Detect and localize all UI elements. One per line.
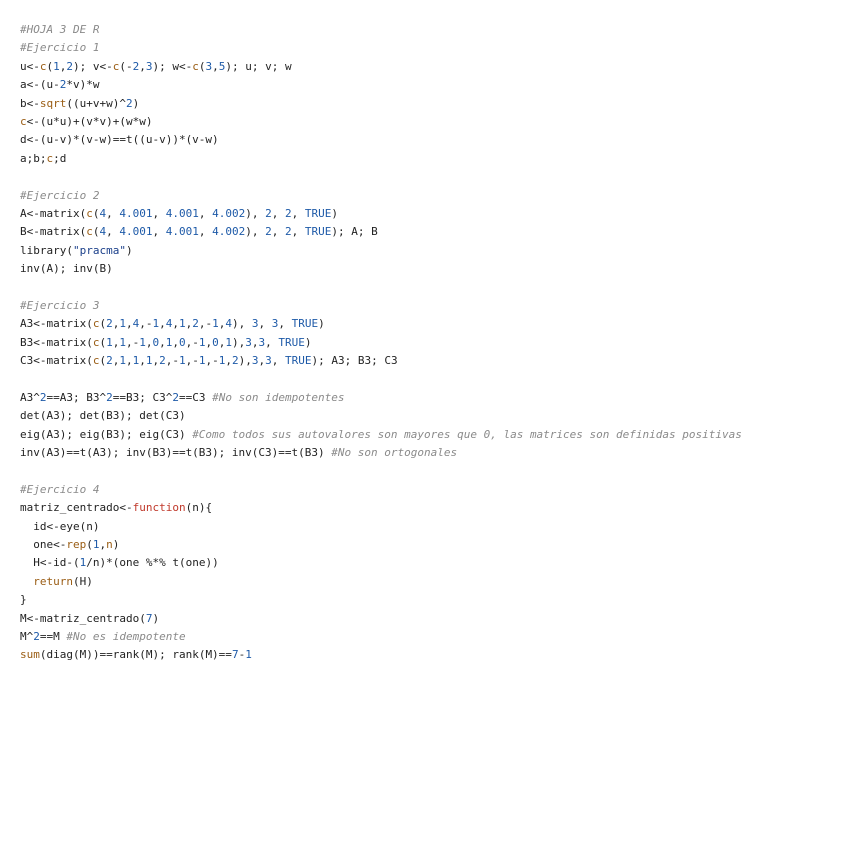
code-token: #Ejercicio 2 <box>20 188 100 202</box>
code-token: , <box>125 317 133 331</box>
code-token: TRUE <box>284 354 312 368</box>
code-token: 0 <box>178 335 186 349</box>
code-token: M<-matriz_centrado( <box>20 611 146 625</box>
code-token: 2 <box>33 629 40 643</box>
code-token: , <box>145 335 153 349</box>
code-token: 1 <box>198 354 206 368</box>
code-token: A3<-matrix( <box>20 317 93 331</box>
code-token: (H) <box>73 574 93 588</box>
code-token: ( <box>99 335 107 349</box>
code-token: , <box>225 354 232 368</box>
code-token: , <box>251 335 259 349</box>
code-line <box>20 113 848 131</box>
code-token: 1 <box>212 317 219 331</box>
code-token: *v)*w <box>66 78 100 92</box>
code-token: 2 <box>132 59 140 73</box>
code-token: c <box>20 114 27 128</box>
code-token: <-(u*u)+(v*v)+(w*w) <box>26 114 153 128</box>
code-token: 2 <box>125 96 133 110</box>
code-line <box>20 462 848 480</box>
code-token: 2 <box>231 354 239 368</box>
code-token: , <box>139 59 146 73</box>
code-token: , <box>159 317 166 331</box>
code-token: 1 <box>132 354 140 368</box>
code-token: ), <box>245 225 266 239</box>
code-token: , <box>139 354 146 368</box>
code-token: ) <box>152 611 160 625</box>
code-token: ==B3; C3^ <box>112 390 173 404</box>
code-token: 2 <box>106 354 113 368</box>
code-line <box>20 352 848 370</box>
code-line <box>20 334 848 352</box>
code-token: 1 <box>119 317 126 331</box>
code-token: a<-(u- <box>20 78 60 92</box>
code-token: B<-matrix( <box>20 225 87 239</box>
code-token: id<-eye(n) <box>20 519 100 533</box>
code-line <box>20 58 848 76</box>
code-line <box>20 21 848 39</box>
code-token: 0 <box>152 335 160 349</box>
code-token: 0 <box>212 335 219 349</box>
code-token: 4 <box>132 317 140 331</box>
code-token: , <box>152 206 166 220</box>
code-token: ), <box>231 317 252 331</box>
code-line <box>20 444 848 462</box>
code-token: ,- <box>185 335 199 349</box>
code-token: 2 <box>59 78 67 92</box>
code-token: , <box>172 317 179 331</box>
code-line <box>20 536 848 554</box>
code-token: ( <box>46 59 54 73</box>
code-token: ,- <box>165 354 179 368</box>
code-token: ==C3 <box>178 390 213 404</box>
code-token: 4 <box>225 317 232 331</box>
code-token: , <box>212 59 219 73</box>
code-token: #No es idempotente <box>66 629 186 643</box>
code-token: ), <box>231 335 246 349</box>
code-token: TRUE <box>304 206 332 220</box>
code-token: ( <box>86 537 93 551</box>
code-token: 2 <box>159 354 166 368</box>
code-token: 1 <box>119 335 126 349</box>
code-token: A<-matrix( <box>20 206 87 220</box>
code-token: #HOJA 3 DE R <box>20 23 100 36</box>
code-token: b<- <box>20 96 40 110</box>
code-token: 3 <box>251 354 259 368</box>
code-token: TRUE <box>304 225 332 239</box>
code-token: u<- <box>20 59 40 73</box>
code-token: 2 <box>106 390 113 404</box>
code-token: ); A3; B3; C3 <box>311 354 398 368</box>
code-token: (- <box>119 59 133 73</box>
code-token: ); A; B <box>331 225 378 239</box>
code-token: 3 <box>265 354 272 368</box>
code-token: , <box>106 206 120 220</box>
code-token: , <box>59 59 67 73</box>
code-token: 4 <box>99 206 107 220</box>
code-token: 1 <box>225 335 232 349</box>
code-line <box>20 205 848 223</box>
code-token: ,- <box>205 354 219 368</box>
code-token: ) <box>318 317 325 331</box>
code-line <box>20 242 848 260</box>
code-token: , <box>271 354 285 368</box>
code-token: M^ <box>20 629 34 643</box>
code-token: , <box>159 335 166 349</box>
code-token: n <box>106 537 113 551</box>
code-line <box>20 168 848 186</box>
code-token: 2 <box>265 206 272 220</box>
code-token: 3 <box>271 317 279 331</box>
code-token: ); w<- <box>152 59 193 73</box>
code-token: TRUE <box>291 317 319 331</box>
code-token: 2 <box>284 225 292 239</box>
code-token: 1 <box>106 335 113 349</box>
code-token: H<-id-( <box>20 556 80 570</box>
code-token: 1 <box>152 317 160 331</box>
code-token: 2 <box>172 390 179 404</box>
code-line <box>20 223 848 241</box>
code-line <box>20 591 848 609</box>
code-token: c <box>39 59 47 73</box>
code-line <box>20 518 848 536</box>
code-token: ((u+v+w)^ <box>66 96 126 110</box>
code-token: sqrt <box>39 96 67 110</box>
code-line <box>20 95 848 113</box>
code-line <box>20 131 848 149</box>
code-token: sum <box>20 648 40 662</box>
code-token: 3 <box>258 335 266 349</box>
code-token: 1 <box>165 335 173 349</box>
code-token: 1 <box>92 537 100 551</box>
code-token: 3 <box>251 317 259 331</box>
code-token: , <box>291 206 305 220</box>
code-token: , <box>291 225 305 239</box>
code-token: 1 <box>178 317 186 331</box>
code-token: c <box>92 335 100 349</box>
code-token: 2 <box>106 317 113 331</box>
code-token: c <box>92 317 100 331</box>
code-token: , <box>218 317 226 331</box>
code-token: ,- <box>139 317 153 331</box>
code-token: 1 <box>198 335 206 349</box>
code-token: matriz_centrado<- <box>20 501 133 515</box>
code-line <box>20 628 848 646</box>
code-token: ) <box>132 96 140 110</box>
code-token: 4.001 <box>165 206 199 220</box>
code-token: 2 <box>66 59 73 73</box>
code-token: ( <box>92 225 100 239</box>
code-token: 1 <box>119 354 126 368</box>
code-token: 1 <box>218 354 226 368</box>
code-token: 7 <box>145 611 153 625</box>
code-line <box>20 426 848 444</box>
code-token: 1 <box>145 354 153 368</box>
code-token: inv(A3)==t(A3); inv(B3)==t(B3); inv(C3)==t(B3) <box>20 445 332 459</box>
code-token: (diag(M))==rank(M); rank(M)== <box>39 648 232 662</box>
code-token: return <box>33 574 73 588</box>
code-line <box>20 76 848 94</box>
code-token: inv(A); inv(B) <box>20 262 113 276</box>
code-token: , <box>258 354 266 368</box>
code-token: 4.001 <box>165 225 199 239</box>
code-token: 7 <box>231 648 239 662</box>
code-token: , <box>278 317 292 331</box>
code-token: - <box>238 648 246 662</box>
code-line <box>20 315 848 333</box>
code-token: , <box>258 317 272 331</box>
code-token: 1 <box>79 556 87 570</box>
code-token: ) <box>331 206 338 220</box>
code-token: ); u; v; w <box>225 59 292 73</box>
code-token: library( <box>20 243 73 257</box>
code-token: 4 <box>165 317 173 331</box>
code-token: ( <box>198 59 206 73</box>
code-token: A3^ <box>20 390 40 404</box>
code-token: #No son idempotentes <box>212 390 345 404</box>
code-line <box>20 554 848 572</box>
code-token: , <box>265 335 279 349</box>
code-token: , <box>106 225 120 239</box>
code-token: #Ejercicio 1 <box>20 41 100 55</box>
code-token: , <box>198 206 213 220</box>
code-editor[interactable] <box>20 21 848 665</box>
code-token: #Ejercicio 3 <box>20 298 100 312</box>
code-token: 4.001 <box>119 206 153 220</box>
code-token: ), <box>238 354 252 368</box>
code-token: ), <box>245 206 266 220</box>
code-token: 3 <box>205 59 213 73</box>
code-token: c <box>112 59 120 73</box>
code-token: , <box>271 206 285 220</box>
code-token: 1 <box>139 335 146 349</box>
code-token: , <box>112 354 120 368</box>
code-line <box>20 370 848 388</box>
code-token: 3 <box>145 59 153 73</box>
code-token <box>20 575 33 588</box>
code-token: 1 <box>53 59 60 73</box>
code-line <box>20 389 848 407</box>
code-token: B3<-matrix( <box>20 335 93 349</box>
code-line <box>20 481 848 499</box>
code-token: , <box>271 225 285 239</box>
code-token: #Ejercicio 4 <box>20 482 100 496</box>
code-token: c <box>92 354 100 368</box>
code-token: , <box>185 317 193 331</box>
code-token: , <box>99 537 107 551</box>
code-token: 2 <box>192 317 199 331</box>
code-line <box>20 646 848 664</box>
code-token: "pracma" <box>72 243 126 257</box>
code-token: 2 <box>265 225 272 239</box>
code-token: ,- <box>185 354 199 368</box>
code-token: ,- <box>198 317 213 331</box>
code-token: TRUE <box>278 335 305 349</box>
code-token: 4.001 <box>119 225 153 239</box>
code-token: ) <box>304 335 312 349</box>
code-token: 4.002 <box>212 206 246 220</box>
code-token: c <box>86 225 93 239</box>
code-token: ==M <box>39 629 67 643</box>
code-token: 1 <box>178 354 186 368</box>
code-token: 2 <box>39 390 47 404</box>
code-token: C3<-matrix( <box>20 354 93 368</box>
code-token: one<- <box>20 537 67 551</box>
code-line <box>20 407 848 425</box>
code-token: a;b; <box>20 151 47 165</box>
code-token: 2 <box>284 206 292 220</box>
code-token: #No son ortogonales <box>331 445 458 459</box>
code-token: rep <box>66 537 87 551</box>
code-line <box>20 573 848 591</box>
code-token: function <box>132 501 186 515</box>
code-token: ); v<- <box>73 59 113 73</box>
code-token: , <box>198 225 213 239</box>
code-token: c <box>192 59 199 73</box>
code-line <box>20 610 848 628</box>
code-token: eig(A3); eig(B3); eig(C3) <box>20 427 193 441</box>
code-token: 3 <box>245 335 252 349</box>
code-line <box>20 278 848 296</box>
code-token: ) <box>112 537 120 551</box>
code-token: det(A3); det(B3); det(C3) <box>20 409 186 423</box>
code-token: 4.002 <box>212 225 246 239</box>
code-token: , <box>205 335 213 349</box>
code-token: , <box>152 225 166 239</box>
code-token: ( <box>99 317 107 331</box>
code-token: , <box>152 354 160 368</box>
code-line <box>20 39 848 57</box>
code-line <box>20 499 848 517</box>
code-token: c <box>86 206 93 220</box>
code-line <box>20 187 848 205</box>
code-token: ==A3; B3^ <box>46 390 107 404</box>
code-token: , <box>172 335 179 349</box>
code-token: 5 <box>218 59 226 73</box>
code-token: ,- <box>125 335 140 349</box>
code-token: , <box>112 335 120 349</box>
code-line <box>20 297 848 315</box>
code-token: ) <box>125 243 133 257</box>
code-token: , <box>125 354 133 368</box>
code-token: d<-(u-v)*(v-w)==t((u-v))*(v-w) <box>20 133 219 147</box>
code-token: /n)*(one %*% t(one)) <box>86 556 219 570</box>
code-token: ( <box>92 206 100 220</box>
code-token: , <box>218 335 226 349</box>
code-token: (n){ <box>185 501 213 515</box>
code-token: #Como todos sus autovalores son mayores que 0, las matrices son definidas positivas <box>192 427 742 441</box>
code-line <box>20 150 848 168</box>
code-line <box>20 260 848 278</box>
code-token: } <box>20 593 27 607</box>
code-token: 4 <box>99 225 107 239</box>
code-token: , <box>112 317 120 331</box>
code-token: 1 <box>245 648 252 662</box>
code-token: ( <box>99 354 107 368</box>
code-token: ;d <box>53 151 67 165</box>
code-token: c <box>46 151 54 165</box>
